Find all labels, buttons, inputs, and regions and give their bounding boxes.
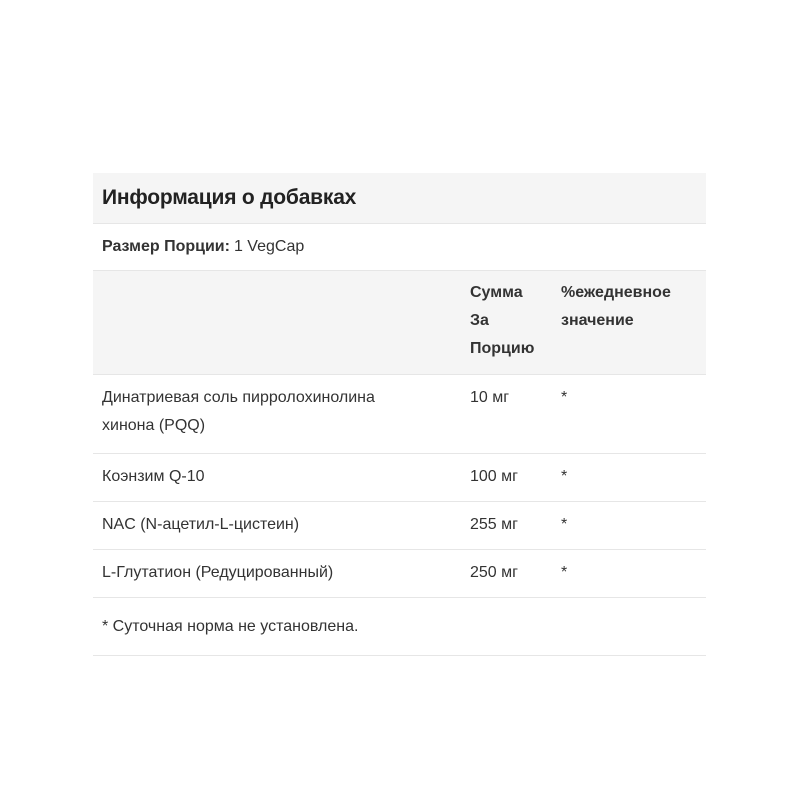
amount-header-line: Сумма	[470, 284, 523, 301]
daily-header-line: %ежедневное	[561, 284, 671, 301]
ingredient-name-line: хинона (PQQ)	[102, 417, 206, 434]
serving-size-label: Размер Порции:	[102, 238, 230, 255]
ingredient-name-line: Коэнзим Q-10	[102, 468, 205, 485]
ingredient-daily-value: *	[561, 516, 568, 533]
supplement-facts-table	[93, 173, 706, 656]
ingredient-column-header	[93, 271, 463, 374]
ingredient-daily-value: *	[561, 389, 568, 406]
ingredient-daily-value: *	[561, 564, 568, 581]
ingredient-name	[93, 454, 463, 501]
ingredient-daily-value: *	[561, 468, 568, 485]
ingredient-name-line: NAC (N-ацетил-L-цистеин)	[102, 516, 300, 533]
ingredient-amount: 10 мг	[470, 389, 510, 406]
amount-header-line: За	[470, 312, 489, 329]
ingredient-row	[93, 502, 706, 550]
ingredient-row	[93, 550, 706, 598]
title-row	[93, 173, 706, 224]
ingredient-amount: 100 мг	[470, 468, 518, 485]
ingredient-name-line: Динатриевая соль пирролохинолина	[102, 389, 375, 406]
ingredient-name	[93, 550, 463, 597]
amount-header-line: Порцию	[470, 340, 535, 357]
daily-header-line: значение	[561, 312, 634, 329]
footnote-row	[93, 598, 706, 656]
table-title: Информация о добавках	[102, 186, 357, 209]
ingredient-name	[93, 375, 463, 453]
footnote-text: * Суточная норма не установлена.	[102, 617, 359, 635]
serving-size-value: 1 VegCap	[233, 238, 305, 255]
ingredient-name	[93, 502, 463, 549]
column-header-row	[93, 271, 706, 375]
serving-size-row	[93, 224, 706, 271]
ingredient-row	[93, 375, 706, 454]
ingredient-row	[93, 454, 706, 502]
daily-value-column-header	[558, 271, 706, 374]
ingredient-amount: 250 мг	[470, 564, 518, 581]
ingredient-amount: 255 мг	[470, 516, 518, 533]
amount-column-header	[463, 271, 558, 374]
ingredient-name-line: L-Глутатион (Редуцированный)	[102, 564, 334, 581]
